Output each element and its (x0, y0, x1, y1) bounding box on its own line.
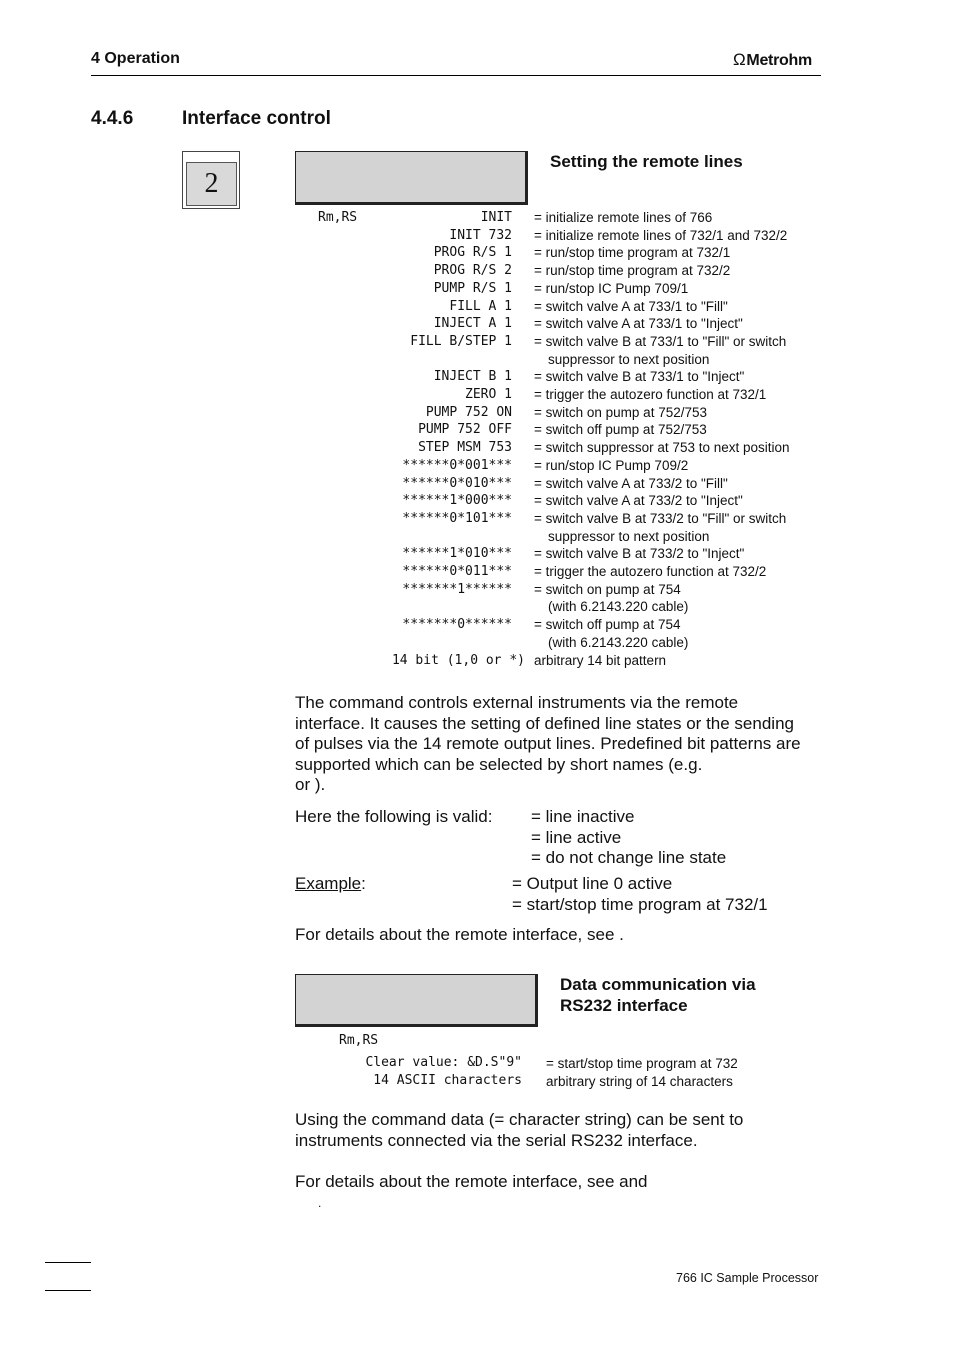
remote-code: INJECT B 1 (433, 369, 512, 385)
remote-code: PUMP R/S 1 (433, 280, 512, 296)
remote-code: ******0*010*** (402, 475, 512, 491)
remote-desc-cont: suppressor to next position (548, 351, 710, 367)
remote-desc: = trigger the autozero function at 732/1 (534, 387, 767, 402)
details-remote: For details about the remote interface, see . (295, 925, 624, 944)
remote-description (295, 693, 820, 796)
remote-code: ******0*011*** (402, 564, 512, 579)
remote-lines-heading: Setting the remote lines (550, 152, 743, 171)
remote-desc-cont: (with 6.2143.220 cable) (548, 634, 689, 650)
remote-desc: = switch on pump at 754 (534, 581, 681, 597)
footer-product: 766 IC Sample Processor (676, 1271, 819, 1285)
text-line: or ). (295, 775, 326, 794)
example-label: Example: (295, 874, 366, 893)
remote-desc-cont: (with 6.2143.220 cable) (548, 599, 689, 615)
rs232-code: Clear value: &D.S"9" (365, 1055, 522, 1070)
remote-code: ******0*001*** (402, 457, 512, 473)
remote-desc: = switch valve B at 733/1 to "Fill" or switch (534, 333, 787, 349)
text-line: interface. It causes the setting of defined line states or the sending (295, 713, 794, 733)
rs232-code: 14 ASCII characters (373, 1073, 522, 1088)
rs232-desc: arbitrary string of 14 characters (546, 1074, 733, 1089)
remote-desc: = switch valve A at 733/2 to "Inject" (534, 493, 743, 509)
remote-desc: = switch valve B at 733/2 to "Fill" or switch (534, 510, 787, 526)
remote-desc: = switch on pump at 752/753 (534, 404, 707, 420)
details-rs232-end: . (318, 1196, 322, 1210)
valid-label: Here the following is valid: (295, 807, 493, 826)
remote-code: *******1****** (402, 581, 512, 597)
omega-icon: Ω (733, 50, 746, 69)
remote-code: FILL A 1 (449, 298, 512, 314)
logo-text: Metrohm (746, 52, 812, 69)
rs232-description (295, 1110, 820, 1151)
remote-code: PUMP 752 OFF (418, 422, 512, 438)
remote-desc: = run/stop IC Pump 709/1 (534, 280, 689, 296)
remote-code: *******0****** (402, 617, 512, 633)
remote-desc: = switch suppressor at 753 to next position (534, 440, 790, 456)
details-rs232: For details about the remote interface, see and (295, 1172, 648, 1191)
remote-code: INIT (480, 210, 512, 225)
remote-desc: = initialize remote lines of 766 (534, 210, 713, 225)
remote-code: FILL B/STEP 1 (410, 333, 512, 349)
remote-desc: = switch off pump at 752/753 (534, 422, 707, 438)
remote-desc: = run/stop time program at 732/1 (534, 245, 731, 261)
text-line: Using the command data (= character string) can be sent to (295, 1110, 744, 1129)
instrument-display (295, 151, 528, 205)
example-item: = start/stop time program at 732/1 (512, 894, 768, 914)
valid-item: = line inactive (531, 807, 635, 826)
remote-desc: = switch valve A at 733/1 to "Inject" (534, 316, 743, 332)
remote-code: PUMP 752 ON (425, 404, 512, 420)
remote-prefix: Rm,RS (318, 210, 358, 225)
remote-desc: = run/stop IC Pump 709/2 (534, 457, 689, 473)
example-list (512, 874, 768, 915)
remote-desc: = switch valve A at 733/2 to "Fill" (534, 475, 728, 491)
text-line: The command controls external instruments via the remote (295, 693, 739, 712)
key-2-button[interactable] (182, 151, 240, 209)
remote-code: INJECT A 1 (433, 316, 512, 332)
remote-desc: = switch valve A at 733/1 to "Fill" (534, 298, 728, 314)
rs232-prefix: Rm,RS (339, 1033, 379, 1048)
metrohm-logo (733, 50, 812, 70)
remote-code: ******1*000*** (402, 493, 512, 509)
section-title: Interface control (182, 108, 331, 129)
text-line: of pulses via the 14 remote output lines. Predefined bit patterns are (295, 734, 801, 753)
example-item: = Output line 0 active (512, 874, 673, 893)
footer-rule-bottom (45, 1290, 91, 1291)
text-line: supported which can be selected by short names (e.g. (295, 754, 703, 774)
footer-rule-top (45, 1262, 91, 1263)
header-rule (91, 75, 821, 76)
remote-code: PROG R/S 2 (433, 263, 512, 279)
running-header-section: 4 Operation (91, 50, 180, 67)
valid-item: = line active (531, 827, 622, 847)
remote-code: ******0*101*** (402, 510, 512, 526)
remote-code: PROG R/S 1 (433, 245, 512, 261)
rs232-heading: Data communication via RS232 interface (560, 975, 756, 1015)
remote-desc: = run/stop time program at 732/2 (534, 263, 731, 279)
remote-desc: = initialize remote lines of 732/1 and 732/2 (534, 227, 788, 243)
rs232-desc: = start/stop time program at 732 (546, 1056, 738, 1071)
remote-code: INIT 732 (449, 227, 512, 243)
key-label: 2 (186, 162, 237, 206)
remote-code: 14 bit (1,0 or *) (391, 652, 525, 668)
remote-code: STEP MSM 753 (418, 440, 512, 456)
remote-desc-cont: suppressor to next position (548, 528, 710, 544)
remote-desc: = switch valve B at 733/2 to "Inject" (534, 546, 745, 562)
remote-desc: = switch valve B at 733/1 to "Inject" (534, 369, 745, 385)
text-line: instruments connected via the serial RS232 interface. (295, 1130, 698, 1150)
valid-item: = do not change line state (531, 848, 727, 867)
instrument-display-rs232 (295, 974, 538, 1027)
remote-code: ZERO 1 (465, 387, 512, 402)
remote-desc: arbitrary 14 bit pattern (534, 652, 667, 668)
section-number: 4.4.6 (91, 108, 134, 129)
valid-list (531, 807, 726, 869)
remote-code: ******1*010*** (402, 546, 512, 562)
remote-desc: = switch off pump at 754 (534, 617, 681, 633)
remote-desc: = trigger the autozero function at 732/2 (534, 564, 767, 579)
